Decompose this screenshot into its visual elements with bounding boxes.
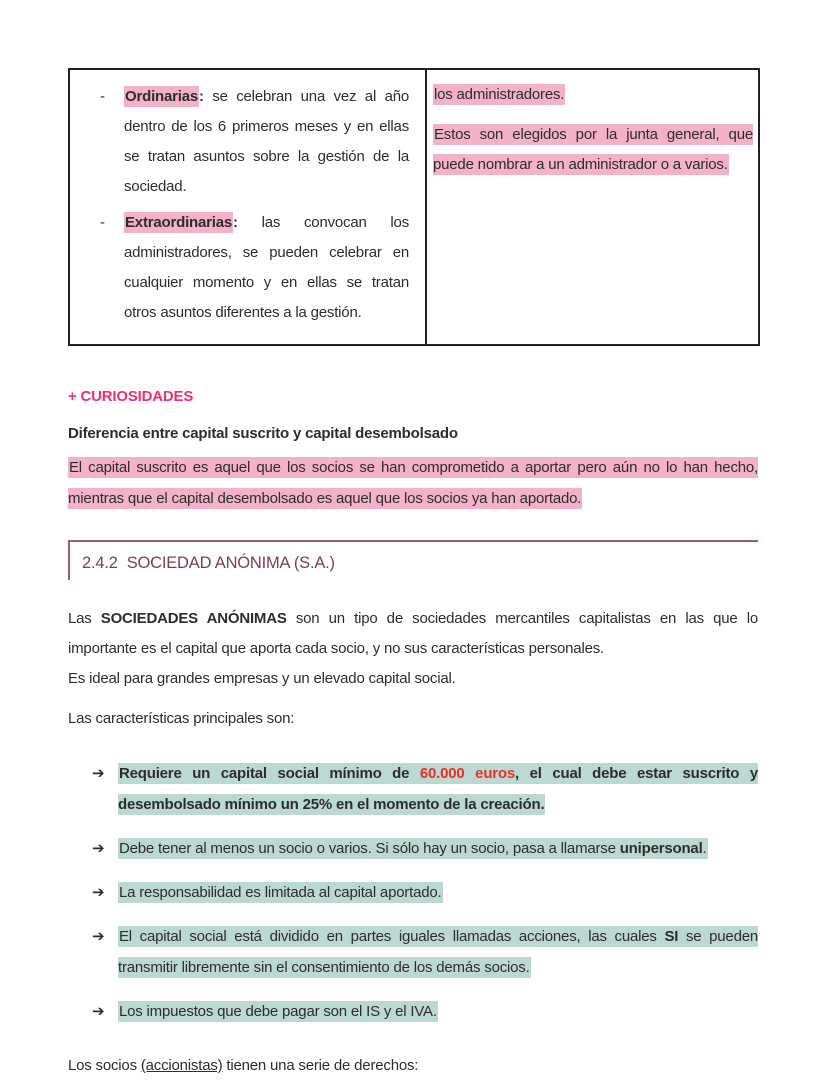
list-item-text [124, 82, 409, 202]
section-number: 2.4.2 [82, 554, 118, 572]
assemblies-administrators-table [68, 68, 760, 346]
list-item-extraordinarias [100, 208, 409, 328]
term-definition: las convocan los administradores, se pueden celebrar en cualquier momento y en ellas se tratan otros asuntos diferentes a la gestión. [124, 214, 409, 321]
shareholders-rights-lead-in: Los socios (accionistas) tienen una serie de derechos: [68, 1057, 419, 1074]
arrow-bullet-icon: ➔ [92, 883, 105, 901]
term-colon: : [233, 214, 238, 231]
bullet-socios: ➔ Debe tener al menos un socio o varios. Si sólo hay un socio, pasa a llamarse unipersonal. [68, 833, 758, 864]
intro-bold-term: SOCIEDADES ANÓNIMAS [100, 610, 287, 627]
administrators-line: los administradores. [434, 86, 565, 103]
section-heading [68, 542, 758, 580]
arrow-bullet-icon: ➔ [92, 764, 105, 782]
arrow-bullet-icon: ➔ [92, 839, 105, 857]
bold-term: SI [664, 928, 679, 945]
capital-amount: 60.000 euros [419, 765, 516, 782]
characteristics-lead-in: Las características principales son: [68, 710, 295, 727]
table-cell-assemblies [69, 69, 426, 345]
section-heading-block [68, 540, 758, 580]
dash-bullet: - [100, 88, 105, 105]
curiosidades-subheading: Diferencia entre capital suscrito y capital desembolsado [68, 425, 458, 442]
administrators-paragraph: Estos son elegidos por la junta general, que puede nombrar a un administrador o a varios. [433, 126, 753, 173]
list-item-ordinarias [100, 82, 409, 202]
bold-term: unipersonal [619, 840, 703, 857]
intro-paragraph: Las SOCIEDADES ANÓNIMAS son un tipo de sociedades mercantiles capitalistas en las que lo importante es el capital que aporta cada socio, y no sus características personales. [68, 610, 758, 657]
intro-line2: Es ideal para grandes empresas y un elevado capital social. [68, 670, 456, 687]
curiosidades-body: El capital suscrito es aquel que los socios se han comprometido a aportar pero aún no lo han hecho, mientras que el capital desembolsado es aquel que los socios ya han aportado. [68, 459, 758, 507]
term-colon: : [199, 88, 204, 105]
term-definition: se celebran una vez al año dentro de los 6 primeros meses y en ellas se tratan asuntos sobre la gestión de la sociedad. [124, 88, 409, 195]
curiosidades-heading: + CURIOSIDADES [68, 388, 194, 405]
term-highlight: Extraordinarias [125, 214, 233, 231]
bullet-impuestos: ➔ Los impuestos que debe pagar son el IS y el IVA. [68, 996, 758, 1027]
term-highlight: Ordinarias [125, 88, 199, 105]
arrow-bullet-icon: ➔ [92, 1002, 105, 1020]
bullet-responsabilidad: ➔ La responsabilidad es limitada al capital aportado. [68, 877, 758, 908]
bullet-acciones: ➔ El capital social está dividido en partes iguales llamadas acciones, las cuales SI se pueden transmitir libremente sin el consentimiento de los demás socios. [68, 921, 758, 983]
table-row [69, 69, 759, 345]
section-title: SOCIEDAD ANÓNIMA (S.A.) [126, 554, 335, 572]
arrow-bullet-icon: ➔ [92, 927, 105, 945]
table-cell-administrators [426, 69, 759, 345]
list-item-text [124, 208, 409, 328]
bullet-capital-minimo: ➔ Requiere un capital social mínimo de 60.000 euros, el cual debe estar suscrito y desembolsado mínimo un 25% en el momento de la creación. [68, 758, 758, 820]
dash-bullet: - [100, 214, 105, 231]
underlined-term: (accionistas) [140, 1057, 223, 1074]
